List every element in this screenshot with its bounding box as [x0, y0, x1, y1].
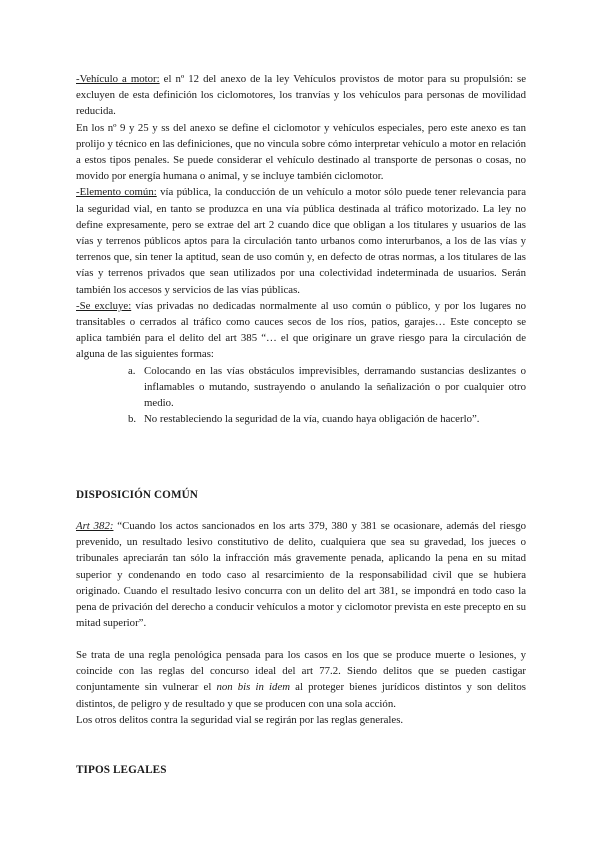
otros-paragraph: Los otros delitos contra la seguridad vial se regirán por las reglas generales. — [76, 713, 404, 726]
vehiculo-text: el nº 12 del anexo de la ley Vehículos provistos de motor para su propulsión: se excluyen de esta definición los ciclomotores, los tranvías y los vehículos para personas de movilidad reducida. — [76, 73, 526, 118]
list-marker: a. — [128, 364, 136, 377]
regla-text-before: Se trata de una regla penológica pensada para los casos en los que se produce muerte o lesiones, y coincide con las reglas del concurso ideal del art 77.2. Siendo delitos que se pueden castigar conjuntamente sin vulnerar el — [76, 649, 526, 694]
list-marker: b. — [128, 413, 137, 426]
excluye-label: -Se excluye: — [76, 299, 132, 312]
art382-section — [76, 518, 526, 631]
vehiculo-label: -Vehículo a motor: — [76, 73, 160, 85]
art382-text: “Cuando los actos sancionados en los arts 379, 380 y 381 se ocasionare, además del riesgo prevenido, un resultado lesivo constitutivo de delito, cualquiera que sea su gravedad, los jueces o tribunales apreciarán tan sólo la infracción más gravemente penada, aplicando la pena en su mitad superior y condenando en todo caso al resarcimiento de la responsabilidad civil que se hubiera originado. Cuando el resultado lesivo concurra con un delito del art 381, se impondrá en todo caso la pena de privación del derecho a conducir vehículos a motor y ciclomotor prevista en este precepto en su mitad superior”. — [76, 520, 526, 630]
list-item — [76, 363, 526, 412]
elemento-paragraph — [76, 184, 526, 297]
regla-paragraph — [76, 647, 526, 712]
list-item-text: Colocando en las vías obstáculos imprevisibles, derramando sustancias deslizantes o inflamables o mutando, sustrayendo o anulando la señalización o por cualquier otro medio. — [144, 364, 526, 410]
elemento-text: vía pública, la conducción de un vehículo a motor sólo puede tener relevancia para la seguridad vial, en tanto se produzca en una vía pública destinada al tráfico motorizado. La ley no define expresamente, pero se extrae del art 2 cuando dice que obligan a los titulares y usuarios de las vías y terrenos públicos aptos para la circulación tanto urbanos como interurbanos, a los de las vías y terrenos que, sin tener la aptitud, sean de uso común y, en defecto de otras normas, a los titulares de las vías y terrenos privados que sean utilizados por una colectividad indeterminada de usuarios. Serán también los accesos y servicios de las vías públicas. — [76, 186, 526, 296]
regla-section — [76, 647, 526, 728]
heading-tipos-legales: TIPOS LEGALES — [76, 764, 167, 776]
vehiculo-paragraph — [76, 71, 526, 120]
excluye-paragraph — [76, 298, 526, 363]
list-item-text: No restableciendo la seguridad de la vía, cuando haya obligación de hacerlo”. — [144, 413, 480, 426]
list-item — [76, 411, 526, 427]
elemento-label: -Elemento común: — [76, 186, 157, 199]
excluye-text: vías privadas no dedicadas normalmente al uso común o público, y por los lugares no transitables o cerrados al tráfico como cauces secos de los ríos, patios, garajes… Este concepto se aplica también para el delito del art 385 “… el que originare un grave riesgo para la circulación de alguna de las siguientes formas: — [76, 299, 526, 361]
heading-disposicion-comun: DISPOSICIÓN COMÚN — [76, 489, 198, 501]
art382-paragraph — [76, 518, 526, 631]
definitions-section — [76, 71, 526, 427]
anexo-paragraph: En los nº 9 y 25 y ss del anexo se define el ciclomotor y vehículos especiales, pero este anexo es tan prolijo y técnico en las definiciones, que no vincula sobre cómo interpretar vehículo a motor en relación a estos tipos penales. Se puede considerar el vehículo destinado al transporte de personas o cosas, no movido por energía humana o animal, y se incluye también ciclomotor. — [76, 121, 526, 183]
forms-list — [76, 363, 526, 428]
art382-label: Art 382: — [76, 520, 114, 532]
regla-text-after: al proteger bienes jurídicos distintos y son delitos distintos, de peligro y de resultado y que se producen con una sola acción. — [76, 681, 526, 710]
regla-italic-term: non bis in idem — [216, 681, 291, 694]
